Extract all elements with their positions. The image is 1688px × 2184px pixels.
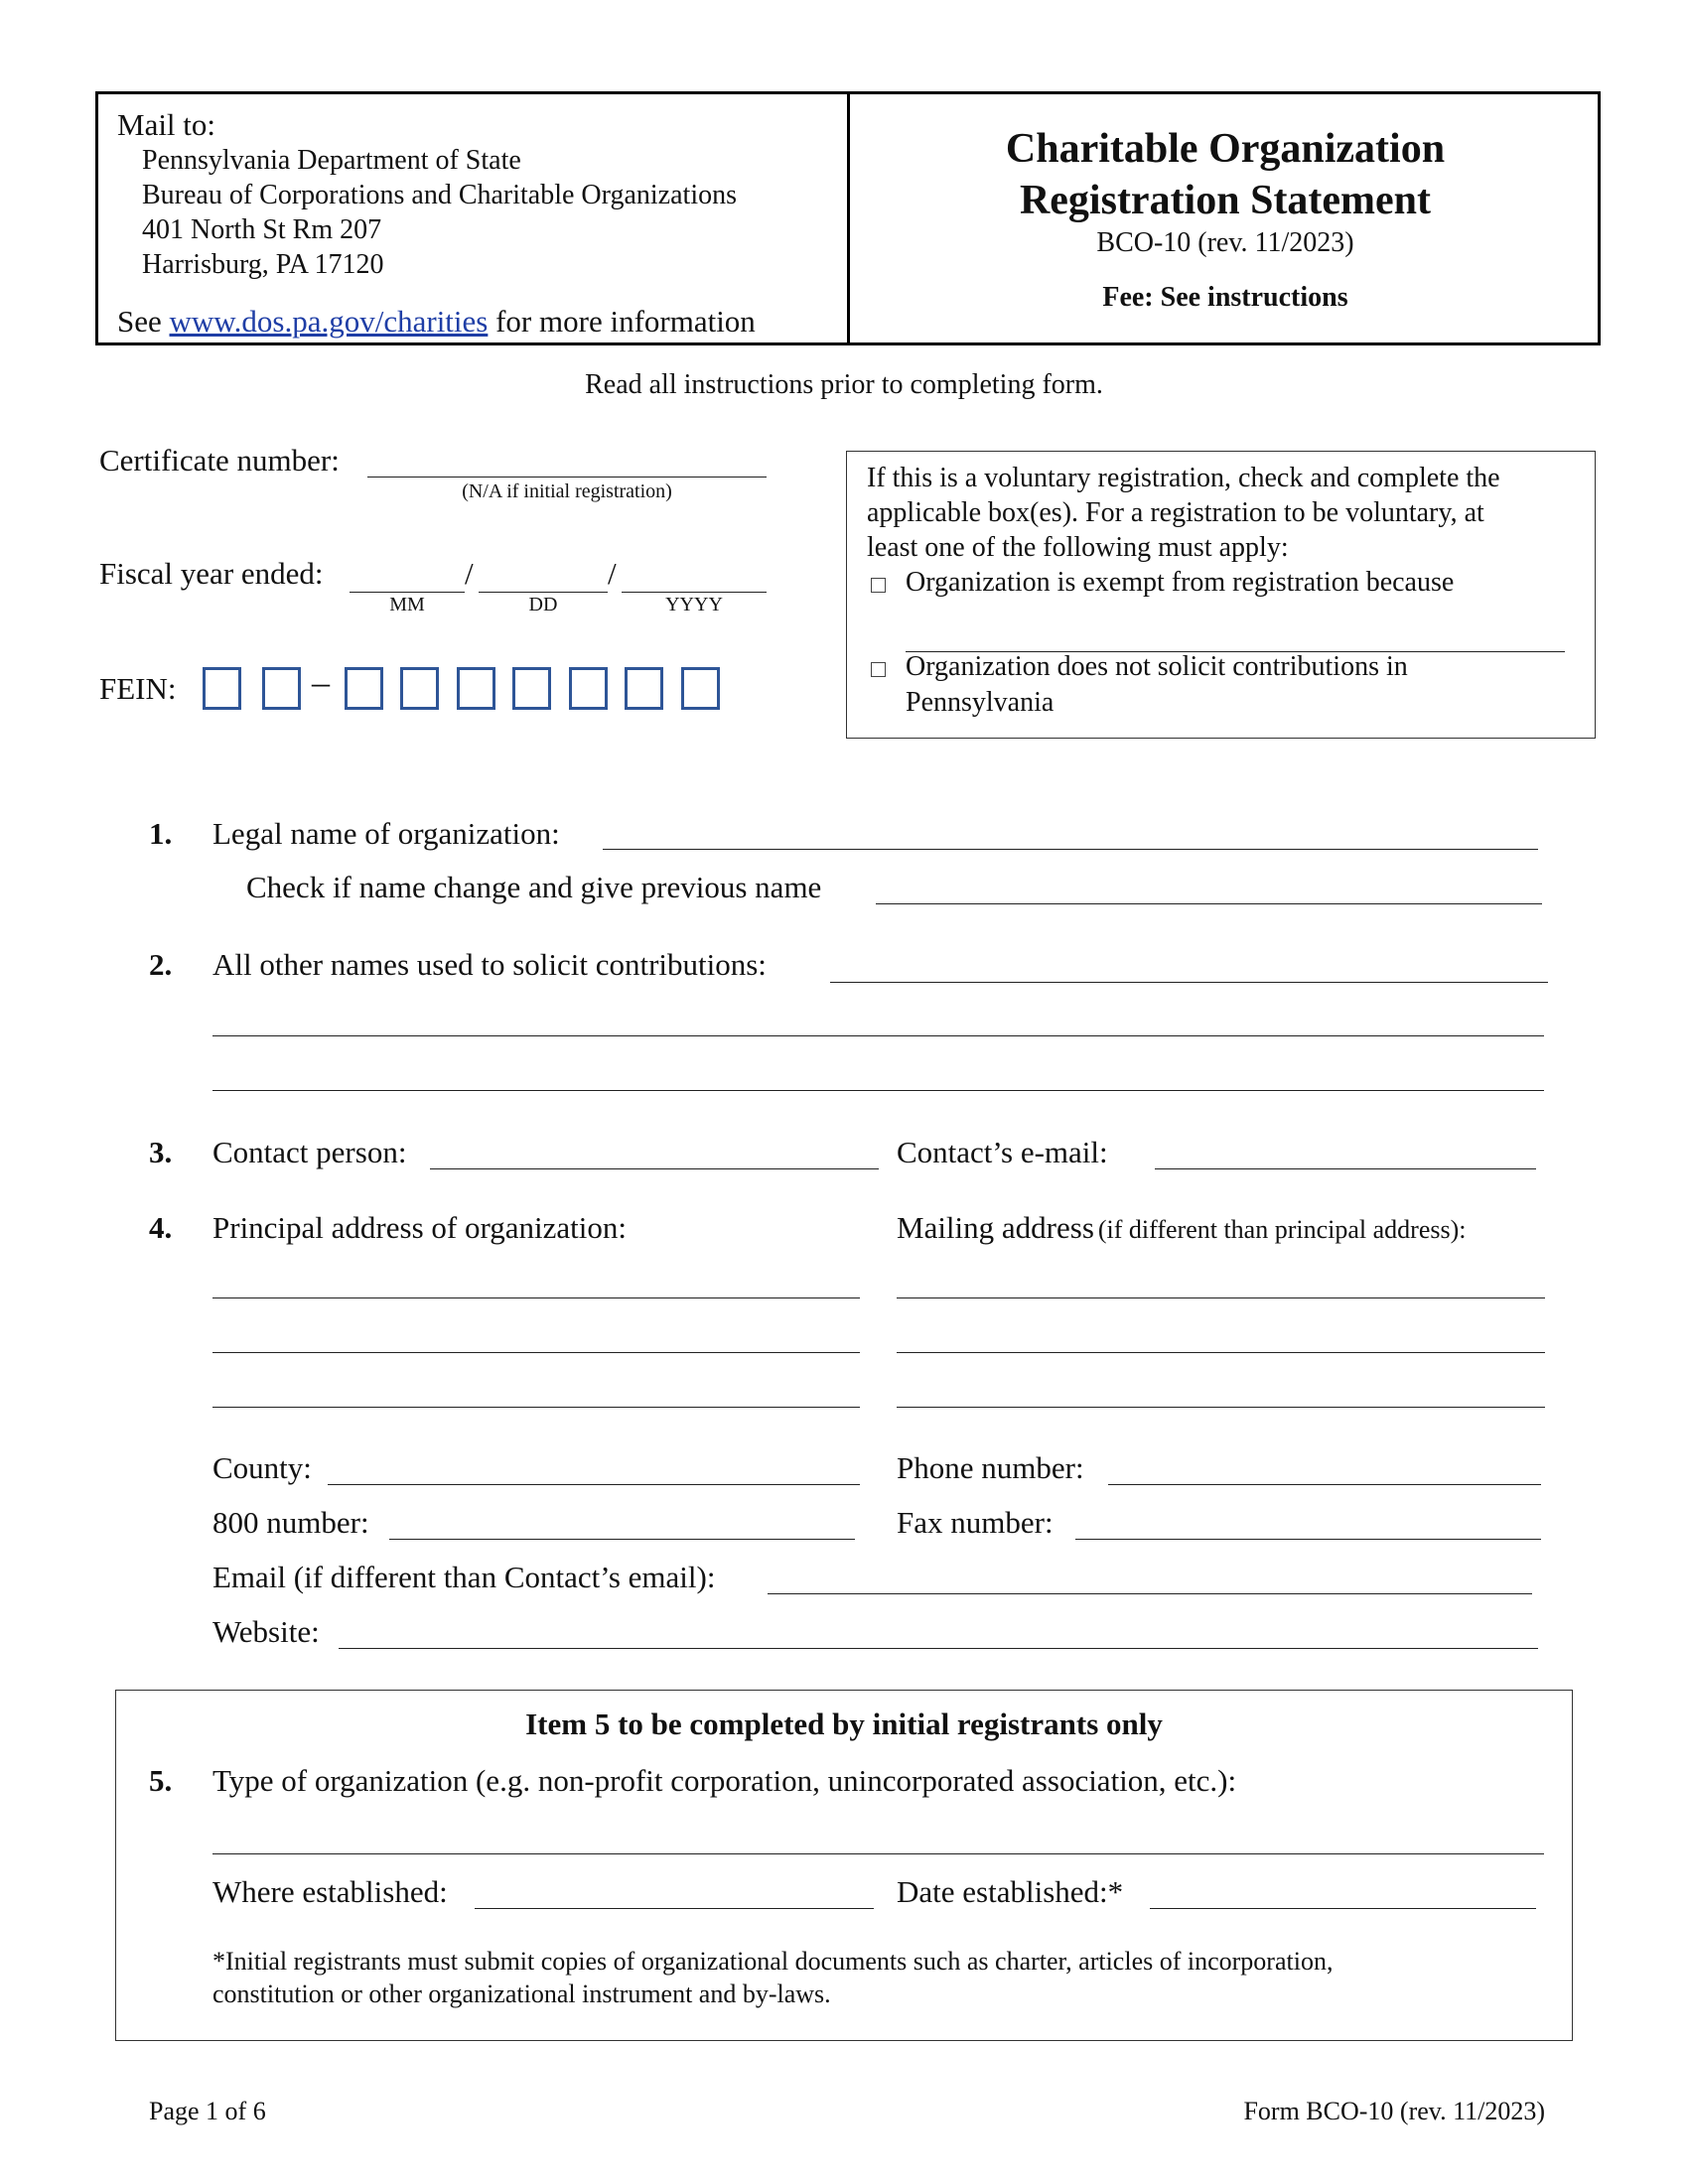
date-established-field[interactable] [1150, 1908, 1536, 1909]
item-5-number: 5. [149, 1763, 173, 1798]
voluntary-intro-line-3: least one of the following must apply: [867, 532, 1289, 563]
other-names-field-1[interactable] [830, 982, 1548, 983]
mailing-address-line-1[interactable] [897, 1297, 1545, 1298]
fee-text: Fee: See instructions [1102, 282, 1348, 313]
other-names-field-2[interactable] [212, 1035, 1544, 1036]
organization-type-field[interactable] [212, 1853, 1544, 1854]
fein-digit-box[interactable] [681, 667, 720, 710]
address-line-4: Harrisburg, PA 17120 [142, 249, 384, 280]
info-line [117, 304, 756, 340]
voluntary-intro-line-2: applicable box(es). For a registration to be voluntary, at [867, 497, 1484, 528]
mailing-address-note: (if different than principal address): [1097, 1215, 1467, 1244]
fein-digit-box[interactable] [345, 667, 383, 710]
certificate-hint: (N/A if initial registration) [462, 480, 672, 502]
item-1-number: 1. [149, 816, 173, 851]
fein-label: FEIN: [99, 671, 177, 706]
mailing-address-line-3[interactable] [897, 1407, 1545, 1408]
fiscal-day-field[interactable] [479, 592, 608, 593]
previous-name-field[interactable] [876, 903, 1542, 904]
toll-free-label: 800 number: [212, 1505, 369, 1540]
mail-to-label: Mail to: [117, 107, 216, 142]
alternate-email-field[interactable] [768, 1593, 1532, 1594]
fein-digit-box[interactable] [262, 667, 301, 710]
fein-digit-box[interactable] [457, 667, 495, 710]
item-1-name-change-label: Check if name change and give previous name [246, 870, 822, 904]
fiscal-slash-2: / [608, 556, 617, 591]
no-solicit-option-line-2: Pennsylvania [906, 687, 1055, 718]
fein-digit-box[interactable] [625, 667, 663, 710]
contact-email-label: Contact’s e-mail: [897, 1135, 1108, 1169]
phone-label: Phone number: [897, 1450, 1084, 1485]
county-label: County: [212, 1450, 312, 1485]
fiscal-month-field[interactable] [350, 592, 465, 593]
toll-free-field[interactable] [389, 1539, 855, 1540]
form-footer-code: Form BCO-10 (rev. 11/2023) [1243, 2097, 1545, 2125]
fiscal-year-label: Fiscal year ended: [99, 556, 324, 591]
item-5-heading: Item 5 to be completed by initial registrants only [525, 1706, 1163, 1741]
alternate-email-label: Email (if different than Contact’s email): [212, 1560, 716, 1594]
fiscal-year-field[interactable] [622, 592, 767, 593]
phone-field[interactable] [1108, 1484, 1541, 1485]
form-title-line-2: Registration Statement [1019, 178, 1432, 223]
certificate-label: Certificate number: [99, 443, 340, 478]
address-line-2: Bureau of Corporations and Charitable Organizations [142, 180, 737, 210]
county-field[interactable] [328, 1484, 860, 1485]
organization-type-label: Type of organization (e.g. non-profit corporation, unincorporated association, etc.): [212, 1763, 1237, 1798]
fein-digit-box[interactable] [203, 667, 241, 710]
where-established-field[interactable] [475, 1908, 874, 1909]
fiscal-slash-1: / [465, 556, 474, 591]
no-solicit-checkbox[interactable] [871, 662, 886, 677]
item-5-footnote-line-2: constitution or other organizational instrument and by-laws. [212, 1979, 831, 2008]
principal-address-line-2[interactable] [212, 1352, 860, 1353]
fax-field[interactable] [1075, 1539, 1541, 1540]
fein-digit-box[interactable] [569, 667, 608, 710]
item-2-label: All other names used to solicit contributions: [212, 947, 767, 982]
address-line-3: 401 North St Rm 207 [142, 214, 382, 245]
item-3-number: 3. [149, 1135, 173, 1169]
see-suffix: for more information [495, 304, 756, 339]
website-field[interactable] [339, 1648, 1538, 1649]
fein-dash: – [312, 662, 330, 702]
legal-name-field[interactable] [603, 849, 1538, 850]
principal-address-label: Principal address of organization: [212, 1210, 627, 1245]
mm-hint: MM [389, 594, 425, 615]
certificate-number-field[interactable] [367, 477, 767, 478]
yyyy-hint: YYYY [665, 594, 723, 615]
where-established-label: Where established: [212, 1874, 448, 1909]
fein-digit-box[interactable] [512, 667, 551, 710]
fax-label: Fax number: [897, 1505, 1054, 1540]
other-names-field-3[interactable] [212, 1090, 1544, 1091]
mailing-address-line-2[interactable] [897, 1352, 1545, 1353]
principal-address-line-3[interactable] [212, 1407, 860, 1408]
address-line-1: Pennsylvania Department of State [142, 145, 521, 176]
voluntary-intro-line-1: If this is a voluntary registration, check and complete the [867, 463, 1500, 493]
contact-email-field[interactable] [1155, 1168, 1536, 1169]
website-label: Website: [212, 1614, 320, 1649]
no-solicit-option-line-1: Organization does not solicit contributions in [906, 651, 1408, 682]
mailing-address-title: Mailing address [897, 1210, 1094, 1245]
fein-digit-box[interactable] [400, 667, 439, 710]
exempt-checkbox[interactable] [871, 578, 886, 593]
charities-website-link[interactable]: www.dos.pa.gov/charities [169, 304, 489, 339]
form-title-line-1: Charitable Organization [1005, 126, 1446, 172]
principal-address-line-1[interactable] [212, 1297, 860, 1298]
mailing-address-label [897, 1210, 1467, 1246]
contact-person-label: Contact person: [212, 1135, 407, 1169]
date-established-label: Date established:* [897, 1874, 1124, 1909]
item-1-label: Legal name of organization: [212, 816, 560, 851]
exempt-option-label: Organization is exempt from registration because [906, 567, 1455, 598]
instructions-note: Read all instructions prior to completing form. [585, 369, 1103, 400]
contact-person-field[interactable] [430, 1168, 879, 1169]
item-2-number: 2. [149, 947, 173, 982]
page-number: Page 1 of 6 [149, 2097, 266, 2125]
form-code: BCO-10 (rev. 11/2023) [1096, 227, 1354, 258]
item-5-footnote-line-1: *Initial registrants must submit copies of organizational documents such as charter, articles of incorporation, [212, 1947, 1334, 1976]
dd-hint: DD [528, 594, 558, 615]
item-4-number: 4. [149, 1210, 173, 1245]
see-prefix: See [117, 304, 162, 339]
